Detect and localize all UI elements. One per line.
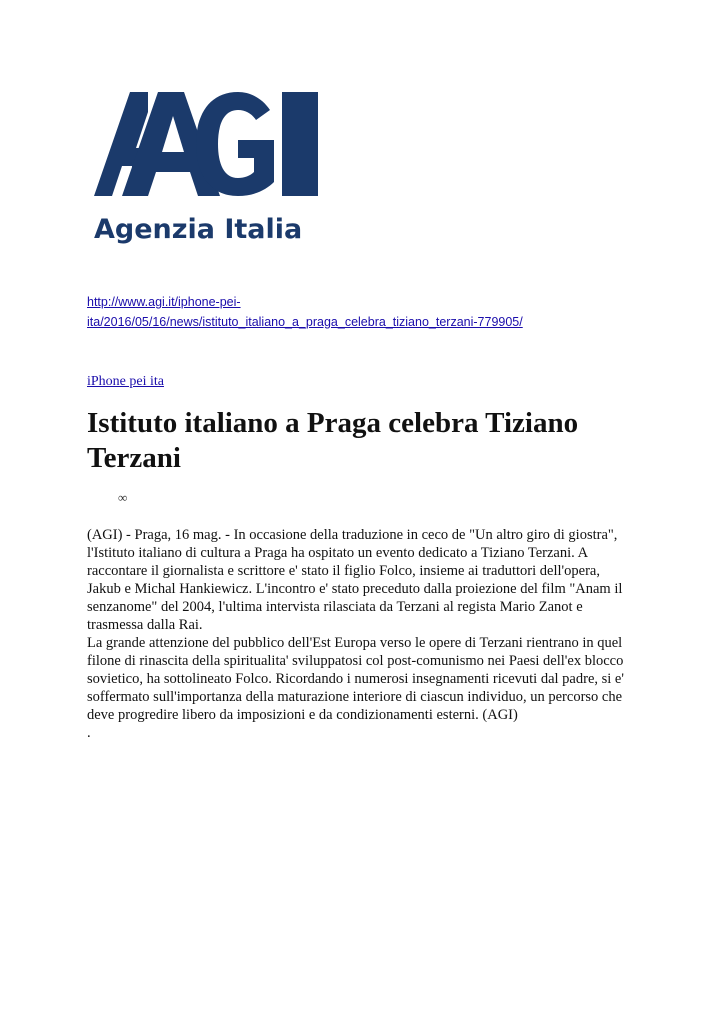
infinity-icon: ∞	[118, 490, 128, 505]
article-line: (AGI) - Praga, 16 mag. - In occasione della traduzione in ceco de "Un altro giro di giostra",	[87, 527, 618, 543]
agi-logo	[92, 88, 324, 248]
headline-line-2: Terzani	[87, 442, 181, 474]
article-line: deve progredire libero da imposizioni e da condizionamenti esterni. (AGI)	[87, 707, 518, 723]
article-line: filone di rinascita della spiritualita' sviluppatosi col post-comunismo nei Paesi dell'ex blocco	[87, 653, 624, 669]
article-line: raccontare il giornalista e scrittore e' stato il figlio Folco, insieme ai traduttori dell'opera,	[87, 563, 600, 579]
article-body	[87, 526, 647, 742]
agi-logo-tagline: Agenzia Italia	[94, 214, 303, 245]
article-line: trasmessa dalla Rai.	[87, 617, 203, 633]
source-url-link[interactable]	[87, 292, 647, 332]
article-line: senzanome" del 2004, l'ultima intervista rilasciata da Terzani al regista Mario Zanot e	[87, 599, 583, 615]
source-url-line-1[interactable]: http://www.agi.it/iphone-pei-	[87, 295, 241, 309]
category-link[interactable]: iPhone pei ita	[87, 374, 164, 389]
article-line: .	[87, 725, 91, 741]
article-line: l'Istituto italiano di cultura a Praga ha ospitato un evento dedicato a Tiziano Terzani. A	[87, 545, 589, 561]
source-url-line-2[interactable]: ita/2016/05/16/news/istituto_italiano_a_praga_celebra_tiziano_terzani-779905/	[87, 315, 523, 329]
article-line: soffermato sull'importanza della maturazione interiore di ciascun individuo, un percorso che	[87, 689, 623, 705]
article-headline	[87, 406, 647, 476]
agi-logo-graphic	[92, 88, 324, 248]
article-line: La grande attenzione del pubblico dell'Est Europa verso le opere di Terzani rientrano in quel	[87, 635, 623, 651]
article-line: Jakub e Michal Hankiewicz. L'incontro e' stato preceduto dalla proiezione del film "Anam il	[87, 581, 623, 597]
headline-line-1: Istituto italiano a Praga celebra Tiziano	[87, 407, 579, 439]
article-line: sovietico, ha sottolineato Folco. Ricordando i numerosi insegnamenti ricevuti dal padre, si e'	[87, 671, 624, 687]
